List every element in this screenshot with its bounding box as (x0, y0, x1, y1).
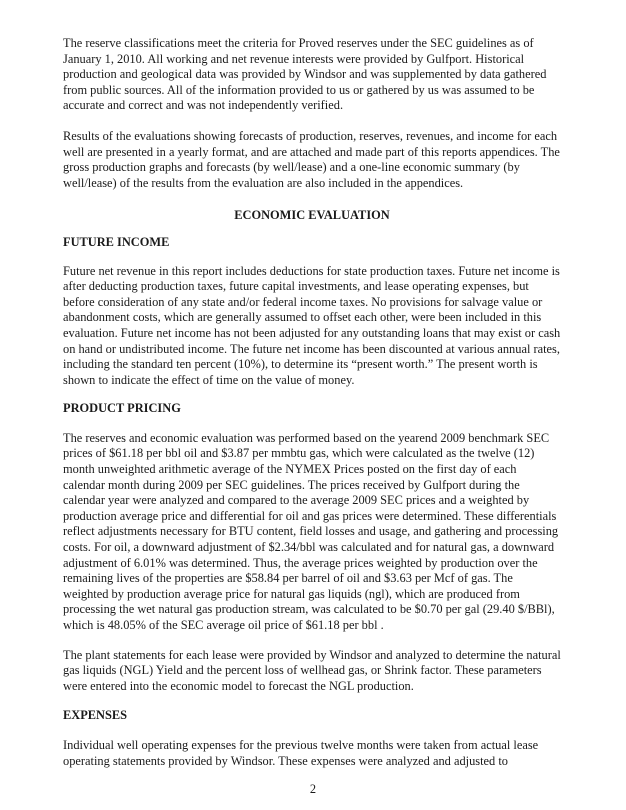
paragraph-product-pricing: The reserves and economic evaluation was performed based on the yearend 2009 benchmark SEC prices of $61.18 per bbl oil and $3.87 per mmbtu gas, which were calculated as the twelve (12) month unweighted arithmetic average of the NYMEX Prices posted on the first day of each calendar month during 2009 per SEC guidelines. The prices received by Gulfport during the calendar year were analyzed and compared to the average 2009 SEC prices and a weighted by production average price and differential for oil and gas prices were determined. These differentials reflect adjustments necessary for BTU content, field losses and usage, and gathering and processing costs. For oil, a downward adjustment of $2.34/bbl was calculated and for natural gas, a downward adjustment of 6.01% was determined. Thus, the average prices weighted by production over the remaining lives of the properties are $58.84 per barrel of oil and $3.63 per Mcf of gas. The weighted by production average price for natural gas liquids (ngl), which are produced from processing the wet natural gas production stream, was calculated to be $0.70 per gal (29.40 $/BBl), which is 48.05% of the SEC average oil price of $61.18 per bbl . (63, 430, 559, 632)
paragraph-plant-statements: The plant statements for each lease were provided by Windsor and analyzed to determine the natural gas liquids (NGL) Yield and the percent loss of wellhead gas, or Shrink factor. These parameters were entered into the economic model to forecast the NGL production. (63, 647, 561, 693)
document-body (63, 36, 561, 769)
heading-product-pricing: PRODUCT PRICING (63, 401, 181, 416)
page-number: 2 (309, 782, 317, 796)
paragraph-results-of-evaluations: Results of the evaluations showing forecasts of production, reserves, revenues, and income for each well are presented in a yearly format, and are attached and made part of this reports appendices. The gross production graphs and forecasts (by well/lease) and a one-line economic summary (by well/lease) of the results from the evaluation are also included in the appendices. (63, 128, 560, 190)
paragraph-reserve-classifications: The reserve classifications meet the criteria for Proved reserves under the SEC guidelines as of January 1, 2010. All working and net revenue interests were provided by Gulfport. Historical production and geological data was provided by Windsor and was supplemented by data gathered from public sources. All of the information provided to us or gathered by us was assumed to be accurate and correct and was not independently verified. (63, 36, 547, 113)
paragraph-expenses: Individual well operating expenses for the previous twelve months were taken from actual lease operating statements provided by Windsor. These expenses were analyzed and adjusted to (63, 737, 539, 768)
section-title-economic-evaluation: ECONOMIC EVALUATION (234, 208, 390, 223)
paragraph-future-income: Future net revenue in this report includes deductions for state production taxes. Future net income is after deducting production taxes, future capital investments, and lease operating expenses, but before consideration of any state and/or federal income taxes. No provisions for salvage value or abandonment costs, which are generally assumed to offset each other, were been included in this evaluation. Future net income has not been adjusted for any outstanding loans that may exist or cash on hand or undistributed income. The future net income has been discounted at various annual rates, including the standard ten percent (10%), to determine its “present worth.” The present worth is shown to indicate the effect of time on the value of money. (63, 263, 561, 387)
heading-future-income: FUTURE INCOME (63, 234, 170, 249)
heading-expenses: EXPENSES (63, 708, 128, 723)
